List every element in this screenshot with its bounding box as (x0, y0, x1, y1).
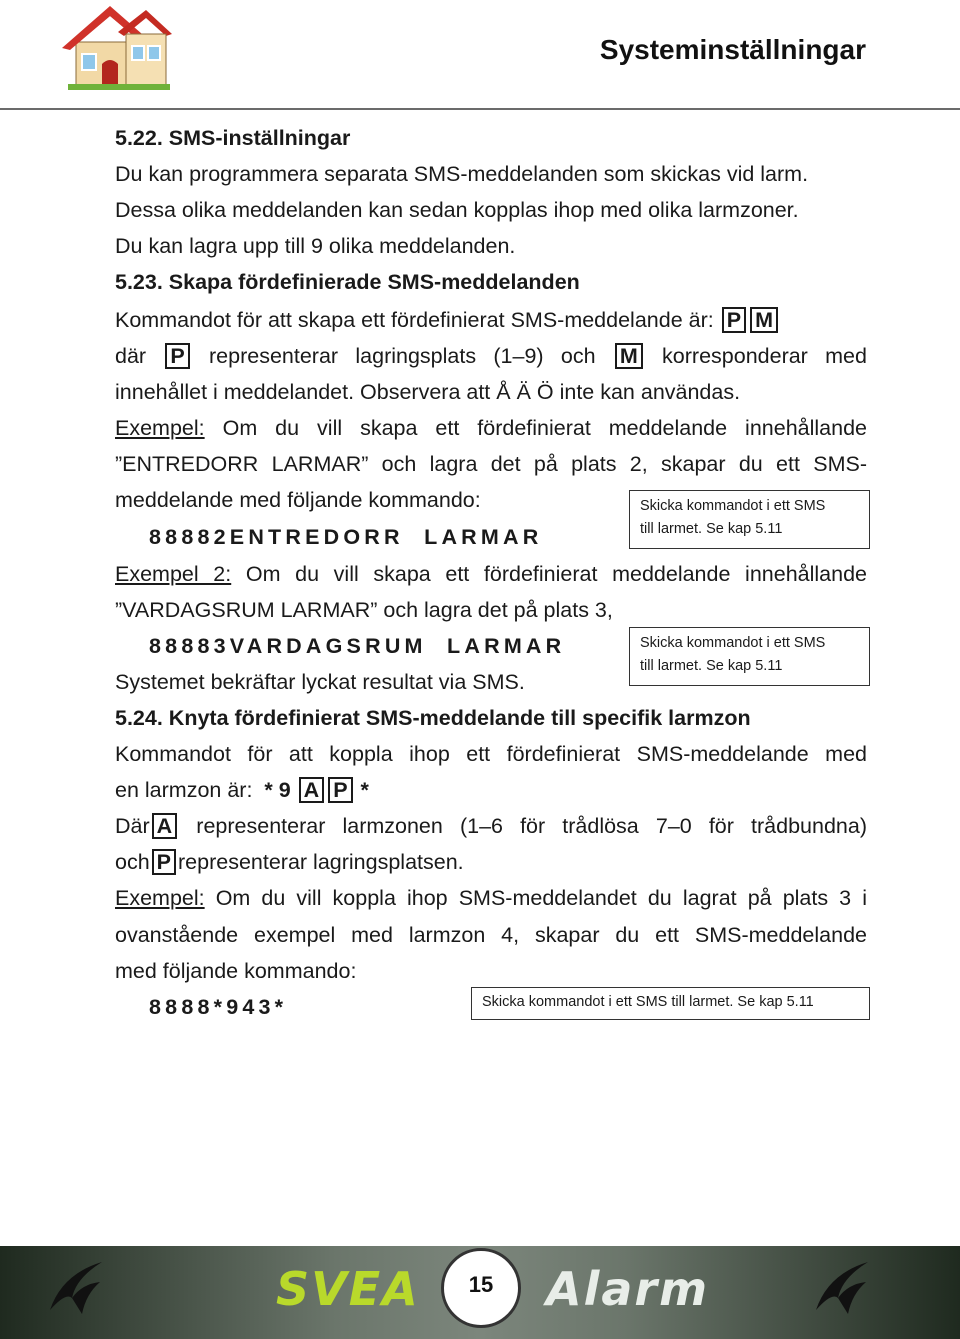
command-example (149, 524, 542, 550)
text-fragment: en larmzon är: (115, 778, 253, 802)
command-text: LARMAR (447, 634, 566, 658)
text-fragment: representerar lagringsplats (1–9) och (209, 344, 596, 368)
swoosh-logo-icon (42, 1254, 112, 1324)
paragraph-line: ”VARDAGSRUM LARMAR” och lagra det på plats 3, (115, 598, 613, 622)
text-fragment: Om du vill koppla ihop SMS-meddelandet du lagrat på plats 3 i (215, 886, 867, 910)
text-fragment: representerar lagringsplatsen. (178, 850, 464, 874)
paragraph-line (115, 849, 464, 875)
paragraph-line: ovanstående exempel med larmzon 4, skapar du ett SMS-meddelande (115, 923, 867, 947)
command-text: 88882ENTREDORR (149, 525, 404, 549)
paragraph-line: innehållet i meddelandet. Observera att Å Ä Ö inte kan användas. (115, 380, 741, 404)
paragraph-line (115, 415, 867, 441)
paragraph-line (115, 777, 369, 803)
brand-logo-left: SVEA (276, 1262, 420, 1316)
example-label: Exempel: (115, 886, 205, 910)
paragraph-line: Du kan lagra upp till 9 olika meddelanden. (115, 234, 516, 258)
key-p: P (152, 849, 176, 875)
paragraph-line: Du kan programmera separata SMS-meddelanden som skickas vid larm. (115, 162, 809, 186)
key-p: P (722, 307, 746, 333)
paragraph-line (115, 343, 867, 369)
page-number: 15 (468, 1272, 494, 1297)
note-text: till larmet. Se kap 5.11 (640, 521, 783, 537)
note-box (629, 627, 870, 686)
text-fragment: Om du vill skapa ett fördefinierat meddelande innehållande (222, 416, 868, 440)
header-divider (0, 108, 960, 110)
page-title: Systeminställningar (599, 34, 866, 65)
note-text: Skicka kommandot i ett SMS (640, 635, 826, 651)
paragraph-line: Systemet bekräftar lyckat resultat via SMS. (115, 670, 525, 694)
example-label: Exempel: (115, 416, 205, 440)
section-heading-523: 5.23. Skapa fördefinierade SMS-meddelanden (115, 270, 580, 294)
note-text: Skicka kommandot i ett SMS (640, 498, 826, 514)
paragraph-line: meddelande med följande kommando: (115, 488, 481, 512)
text-fragment: och (115, 850, 150, 874)
command-example (149, 633, 565, 659)
key-a: A (299, 777, 325, 803)
note-text: till larmet. Se kap 5.11 (640, 658, 783, 674)
swoosh-logo-icon (808, 1254, 878, 1324)
section-heading-522: 5.22. SMS-inställningar (115, 126, 351, 150)
paragraph-line (115, 561, 867, 587)
text-fragment: korresponderar med (662, 344, 867, 368)
paragraph-line: med följande kommando: (115, 959, 357, 983)
command-text: LARMAR (424, 525, 543, 549)
house-icon (58, 2, 174, 94)
paragraph-line (115, 813, 867, 839)
brand-logo-right: Alarm (546, 1262, 710, 1316)
command-text: * 9 (264, 778, 291, 802)
text-fragment: där (115, 344, 147, 368)
note-box (629, 490, 870, 549)
section-heading-524: 5.24. Knyta fördefinierat SMS-meddelande till specifik larmzon (115, 706, 751, 730)
paragraph-line: Dessa olika meddelanden kan sedan kopplas ihop med olika larmzoner. (115, 198, 799, 222)
paragraph-line (115, 307, 780, 333)
text-fragment: representerar larmzonen (1–6 för trådlösa 7–0 för trådbundna) (196, 814, 867, 838)
note-box: Skicka kommandot i ett SMS till larmet. Se kap 5.11 (471, 987, 870, 1020)
paragraph-line: Kommandot för att koppla ihop ett fördefinierat SMS-meddelande med (115, 742, 867, 766)
key-m: M (615, 343, 643, 369)
key-a: A (152, 813, 178, 839)
key-m: M (750, 307, 778, 333)
command-description: Kommandot för att skapa ett fördefinierat SMS-meddelande är: (115, 308, 714, 332)
text-fragment: Där (115, 814, 150, 838)
key-p: P (165, 343, 189, 369)
paragraph-line: ”ENTREDORR LARMAR” och lagra det på plats 2, skapar du ett SMS- (115, 452, 867, 476)
key-p: P (328, 777, 352, 803)
paragraph-line (115, 885, 867, 911)
command-example: 8888*943* (149, 995, 288, 1019)
example-label: Exempel 2: (115, 562, 232, 586)
command-text: * (360, 778, 369, 802)
text-fragment: Om du vill skapa ett fördefinierat meddelande innehållande (245, 562, 867, 586)
command-text: 88883VARDAGSRUM (149, 634, 427, 658)
